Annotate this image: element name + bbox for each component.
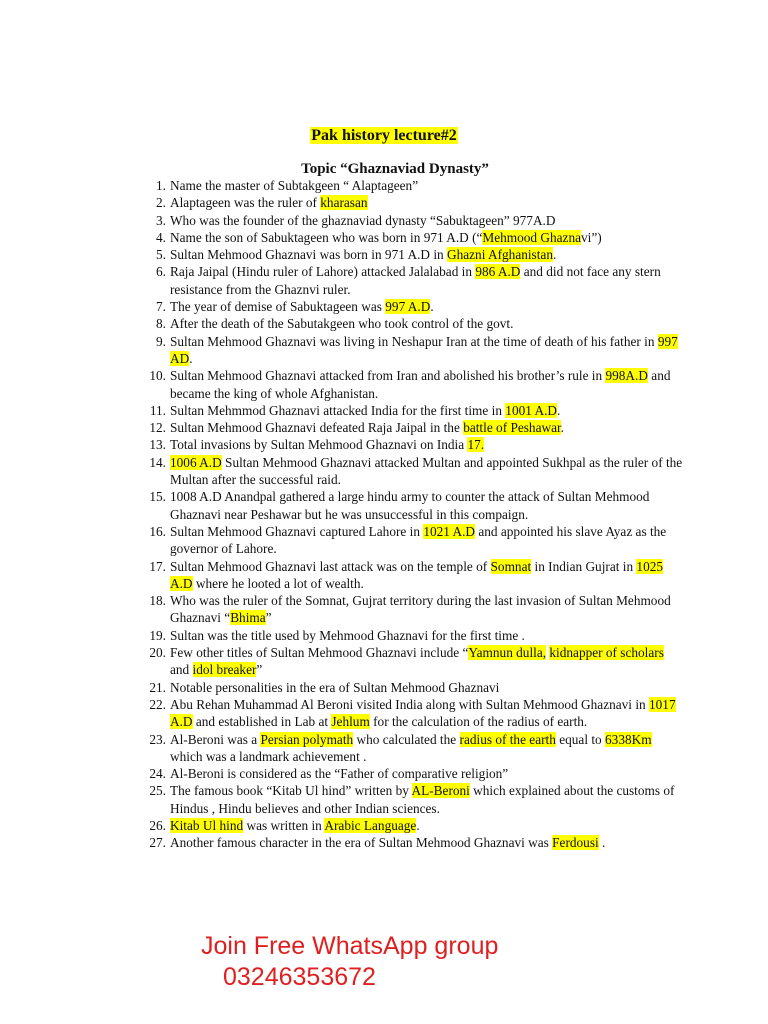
item-text: and appointed his slave Ayaz as the governor of Lahore.: [170, 523, 667, 557]
item-text: .: [552, 247, 557, 263]
list-item: [133, 436, 683, 453]
item-number: 21 .: [133, 679, 166, 696]
item-number: 13 .: [133, 436, 166, 453]
highlighted-text: Yamnun dulla,: [468, 645, 547, 661]
item-number: 2 .: [133, 194, 166, 211]
item-text: and established in Lab at: [192, 714, 332, 730]
highlighted-text: radius of the earth: [459, 731, 556, 747]
item-text: which was a landmark achievement .: [170, 748, 367, 764]
list-item: [133, 454, 683, 489]
list-item: [133, 644, 683, 679]
highlighted-text: Jehlum: [331, 714, 370, 730]
highlighted-text: 1006 A.D: [170, 454, 222, 470]
item-text: .: [189, 350, 193, 366]
list-item: [133, 315, 683, 332]
list-item: [133, 627, 683, 644]
item-number: 5 .: [133, 246, 166, 263]
list-item: [133, 782, 683, 817]
item-text: where he looted a lot of wealth.: [192, 575, 364, 591]
highlighted-text: 986 A.D: [475, 264, 521, 280]
item-number: 20 .: [133, 644, 166, 661]
item-number: 1 .: [133, 177, 166, 194]
highlighted-text: Persian polymath: [260, 731, 354, 747]
item-text: The famous book “Kitab Ul hind” written by: [170, 783, 412, 799]
list-item: [133, 765, 683, 782]
item-text: Sultan Mehmood Ghaznavi captured Lahore in: [170, 523, 424, 539]
item-text: Sultan Mehmmod Ghaznavi attacked India for the first time in: [170, 402, 506, 418]
list-item: [133, 523, 683, 558]
item-text: ”: [256, 662, 263, 678]
item-text: Another famous character in the era of Sultan Mehmood Ghaznavi was: [170, 835, 553, 851]
list-item: [133, 298, 683, 315]
list-item: [133, 488, 683, 523]
highlighted-text: Arabic Language: [324, 817, 417, 833]
item-text: was written in: [243, 817, 325, 833]
item-text: and: [170, 662, 193, 678]
item-number: 12 .: [133, 419, 166, 436]
list-item: [133, 246, 683, 263]
list-item: [133, 419, 683, 436]
item-text: Who was the founder of the ghaznaviad dynasty “Sabuktageen” 977A.D: [170, 212, 556, 228]
promo-phone-number: 03246353672: [223, 963, 376, 991]
highlighted-text: Kitab Ul hind: [170, 817, 244, 833]
item-number: 25 .: [133, 782, 166, 799]
list-item: [133, 402, 683, 419]
item-text: .: [430, 299, 434, 315]
highlighted-text: 1001 A.D: [505, 402, 558, 418]
item-text: Few other titles of Sultan Mehmood Ghaznavi include “: [170, 645, 469, 661]
item-text: .: [416, 817, 420, 833]
highlighted-text: Bhima: [230, 610, 266, 626]
item-number: 4 .: [133, 229, 166, 246]
item-number: 7 .: [133, 298, 166, 315]
item-text: Total invasions by Sultan Mehmood Ghaznavi on India: [170, 437, 468, 453]
item-number: 18 .: [133, 592, 166, 609]
list-item: [133, 731, 683, 766]
highlighted-text: battle of Peshawar: [463, 420, 561, 436]
item-text: .: [557, 402, 561, 418]
item-text: who calculated the: [353, 731, 460, 747]
list-item: [133, 367, 683, 402]
item-text: ”: [265, 610, 272, 626]
highlighted-text: 17.: [467, 437, 485, 453]
item-number: 6 .: [133, 263, 166, 280]
item-text: Sultan Mehmood Ghaznavi defeated Raja Jaipal in the: [170, 420, 464, 436]
item-text: Sultan was the title used by Mehmood Ghaznavi for the first time .: [170, 627, 525, 643]
item-text: Sultan Mehmood Ghaznavi attacked Multan and appointed Sukhpal as the ruler of the Multan after the successful raid.: [170, 454, 683, 488]
lecture-title-text: Pak history lecture#2: [311, 127, 457, 144]
highlighted-text: Ghazni Afghanistan: [447, 247, 553, 263]
item-text: Notable personalities in the era of Sultan Mehmood Ghaznavi: [170, 679, 500, 695]
item-text: vi”): [581, 229, 602, 245]
item-number: 17 .: [133, 558, 166, 575]
item-number: 24 .: [133, 765, 166, 782]
item-text: Sultan Mehmood Ghaznavi last attack was on the temple of: [170, 558, 491, 574]
list-item: [133, 333, 683, 368]
item-text: After the death of the Sabutakgeen who took control of the govt.: [170, 316, 514, 332]
highlighted-text: 997 A.D: [385, 299, 431, 315]
list-item: [133, 177, 683, 194]
highlighted-text: 998A.D: [605, 368, 648, 384]
list-item: [133, 679, 683, 696]
item-text: equal to: [555, 731, 606, 747]
item-number: 10 .: [133, 367, 166, 384]
item-number: 8 .: [133, 315, 166, 332]
item-text: Name the son of Sabuktageen who was born in 971 A.D (“: [170, 229, 483, 245]
promo-line: Join Free WhatsApp group: [201, 932, 499, 960]
item-text: which explained about the customs of Hindus , Hindu believes and other Indian sciences.: [170, 783, 675, 816]
item-number: 11 .: [133, 402, 166, 419]
item-number: 19 .: [133, 627, 166, 644]
lecture-title: [0, 126, 768, 146]
highlighted-text: 1021 A.D: [423, 523, 476, 539]
item-text: for the calculation of the radius of earth.: [369, 714, 588, 730]
item-text: Raja Jaipal (Hindu ruler of Lahore) attacked Jalalabad in: [170, 264, 476, 280]
highlighted-text: Somnat: [490, 558, 532, 574]
list-item: [133, 194, 683, 211]
item-number: 9 .: [133, 333, 166, 350]
highlighted-text: Ferdousi: [552, 835, 599, 851]
whatsapp-promo: [201, 931, 498, 993]
item-number: 23 .: [133, 731, 166, 748]
item-text: .: [598, 835, 606, 851]
item-text: Al-Beroni is considered as the “Father of comparative religion”: [170, 766, 509, 782]
item-number: 22 .: [133, 696, 166, 713]
item-text: The year of demise of Sabuktageen was: [170, 299, 386, 315]
list-item: [133, 212, 683, 229]
item-number: 15 .: [133, 488, 166, 505]
item-text: Abu Rehan Muhammad Al Beroni visited India along with Sultan Mehmood Ghaznavi in: [170, 696, 649, 712]
item-number: 27 .: [133, 834, 166, 851]
item-number: 16 .: [133, 523, 166, 540]
item-text: Name the master of Subtakgeen “ Alaptageen”: [170, 178, 419, 193]
list-item: [133, 834, 683, 851]
highlighted-text: 1025 A.D: [170, 558, 664, 591]
highlighted-text: 1017 A.D: [170, 696, 676, 730]
item-text: 1008 A.D Anandpal gathered a large hindu army to counter the attack of Sultan Mehmood Ghaznavi near Peshawar but he was unsuccessful in this compaign.: [170, 489, 650, 522]
item-number: 3 .: [133, 212, 166, 229]
item-text: Al-Beroni was a: [170, 731, 261, 747]
list-item: [133, 558, 683, 593]
item-text: Alaptageen was the ruler of: [170, 195, 321, 211]
highlighted-text: 997 AD: [170, 333, 678, 366]
item-number: 26 .: [133, 817, 166, 834]
item-text: and did not face any stern resistance from the Ghaznvi ruler.: [170, 264, 661, 297]
list-item: [133, 817, 683, 834]
highlighted-text: kidnapper of scholars: [549, 645, 664, 661]
highlighted-text: AL-Beroni: [411, 783, 470, 799]
item-text: Sultan Mehmood Ghaznavi was born in 971 A.D in: [170, 247, 447, 263]
item-text: and became the king of whole Afghanistan.: [170, 368, 671, 401]
item-text: in Indian Gujrat in: [531, 558, 637, 574]
item-text: Sultan Mehmood Ghaznavi was living in Neshapur Iran at the time of death of his father in: [170, 333, 658, 349]
list-item: [133, 229, 683, 246]
highlighted-text: idol breaker: [192, 662, 257, 678]
list-item: [133, 696, 683, 731]
item-text: Who was the ruler of the Somnat, Gujrat territory during the last invasion of Sultan Mehmood Ghaznavi “: [170, 593, 671, 626]
question-list: [133, 177, 683, 852]
item-number: 14 .: [133, 454, 166, 471]
item-text: Sultan Mehmood Ghaznavi attacked from Iran and abolished his brother’s rule in: [170, 368, 606, 384]
list-item: [133, 263, 683, 298]
item-text: .: [560, 420, 564, 436]
highlighted-text: Mehmood Ghazna: [482, 229, 582, 245]
list-item: [133, 592, 683, 627]
highlighted-text: 6338Km: [605, 731, 652, 747]
highlighted-text: kharasan: [320, 195, 368, 211]
topic-heading: Topic “Ghaznaviad Dynasty”: [301, 161, 489, 177]
